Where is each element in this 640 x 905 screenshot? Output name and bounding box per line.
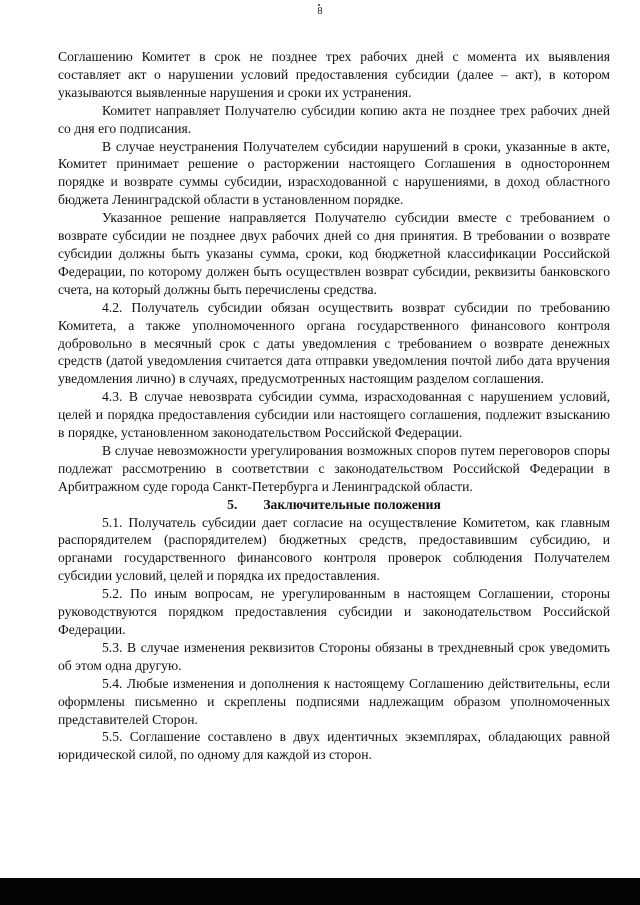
paragraph: Соглашению Комитет в срок не позднее трех рабочих дней с момента их выявления составляет акт о нарушении условий предоставления субсидии (далее – акт), в котором указываются выявленные нарушения и сроки их устранения. [58, 49, 610, 100]
paragraph-5-2: 5.2. По иным вопросам, не урегулированным в настоящем Соглашении, стороны руководствуются порядком предоставления субсидии и законодательством Российской Федерации. [58, 586, 610, 637]
paragraph: В случае неустранения Получателем субсидии нарушений в сроки, указанные в акте, Комитет принимает решение о расторжении настоящего Соглашения в одностороннем порядке и возврате суммы субсидии, израсходованной с нарушениями, в доход областного бюджета Ленинградской области в установленном порядке. [58, 138, 610, 208]
paragraph: Указанное решение направляется Получателю субсидии вместе с требованием о возврате субсидии не позднее двух рабочих дней со дня принятия. В требовании о возврате субсидии должны быть указаны сумма, сроки, код бюджетной классификации Российской Федерации, по которому должен быть осуществлен возврат субсидии, реквизиты банковского счета, на который должны быть перечислены средства. [58, 210, 610, 297]
paragraph-5-5: 5.5. Соглашение составлено в двух идентичных экземплярах, обладающих равной юридической силой, по одному для каждой из сторон. [58, 729, 610, 763]
paragraph-5-3: 5.3. В случае изменения реквизитов Стороны обязаны в трехдневный срок уведомить об этом одна другую. [58, 639, 610, 673]
page-number: 8 [317, 6, 323, 17]
scan-border [0, 878, 640, 905]
section-number: 5. [227, 496, 238, 512]
paragraph-4-2: 4.2. Получатель субсидии обязан осуществить возврат субсидии по требованию Комитета, а также уполномоченного органа государственного финансового контроля добровольно в месячный срок с даты уведомления с требованием о возврате денежных средств (датой уведомления считается дата отправки уведомления почтой либо дата вручения уведомления лично) в случаях, предусмотренных настоящим разделом соглашения. [58, 299, 610, 387]
document-body [58, 48, 610, 764]
paragraph-5-4: 5.4. Любые изменения и дополнения к настоящему Соглашению действительны, если оформлены письменно и скреплены подписями надлежащим образом уполномоченных представителей Сторон. [58, 675, 610, 727]
section-title: Заключительные положения [263, 496, 441, 512]
paragraph-5-1: 5.1. Получатель субсидии дает согласие на осуществление Комитетом, как главным распорядителем (распорядителем) бюджетных средств, предоставившим субсидию, и органами государственного финансового контроля проверок соблюдения Получателем субсидии условий, целей и порядка их предоставления. [58, 514, 610, 584]
paragraph-4-3: 4.3. В случае невозврата субсидии сумма, израсходованная с нарушением условий, целей и порядка предоставления субсидии или настоящего соглашения, подлежит взысканию в порядке, установленном законодательством Российской Федерации. [58, 389, 610, 441]
section-heading [58, 496, 610, 514]
paragraph: В случае невозможности урегулирования возможных споров путем переговоров споры подлежат рассмотрению в соответствии с законодательством Российской Федерации в Арбитражном суде города Санкт-Петербурга и Ленинградской области. [58, 442, 610, 494]
paragraph: Комитет направляет Получателю субсидии копию акта не позднее трех рабочих дней со дня его подписания. [58, 102, 610, 136]
